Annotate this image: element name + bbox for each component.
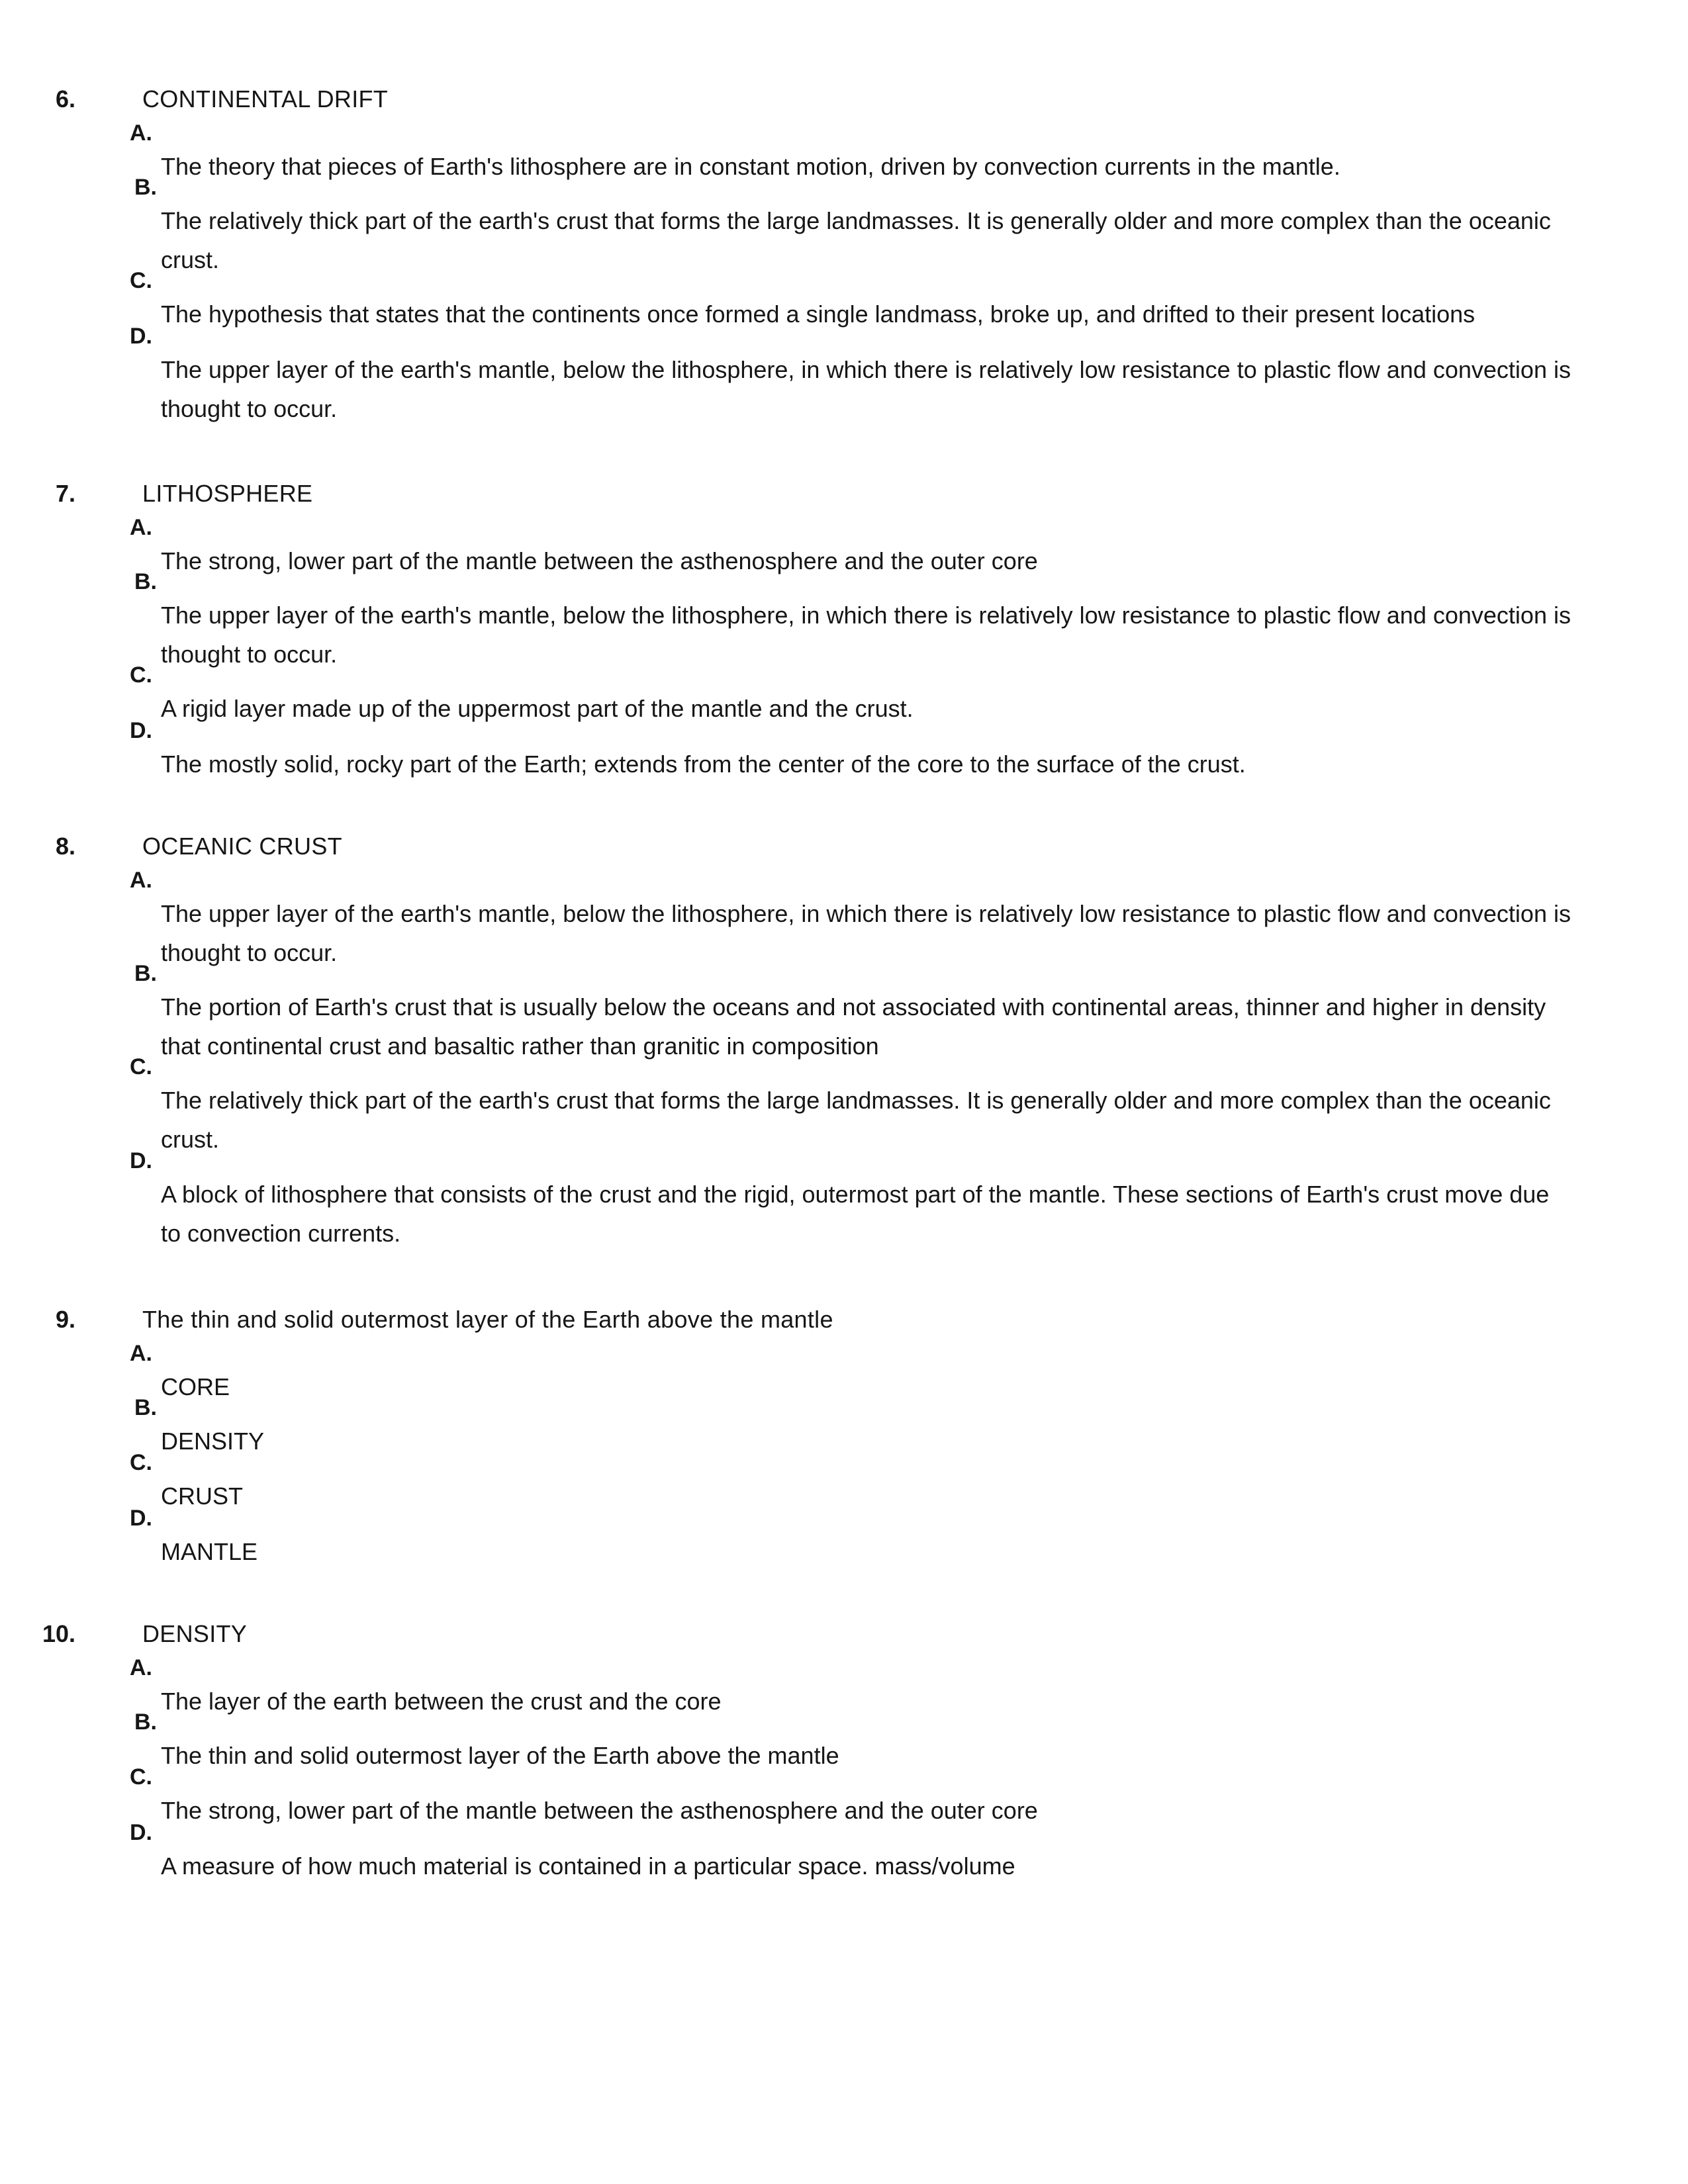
option-text: CRUST <box>161 1482 243 1510</box>
option-text: The hypothesis that states that the continents once formed a single landmass, broke up, and drifted to their present locations <box>161 300 1476 328</box>
question-prompt: The thin and solid outermost layer of the Earth above the mantle <box>142 1306 833 1333</box>
option-text: The upper layer of the earth's mantle, below the lithosphere, in which there is relatively low resistance to plastic flow and convection is thought to occur. <box>161 602 1571 668</box>
question-header <box>0 475 1622 512</box>
option-text: The upper layer of the earth's mantle, below the lithosphere, in which there is relatively low resistance to plastic flow and convection is thought to occur. <box>161 900 1571 966</box>
option-text: The relatively thick part of the earth's crust that forms the large landmasses. It is generally older and more complex than the oceanic crust. <box>161 207 1551 273</box>
question-prompt: CONTINENTAL DRIFT <box>142 85 389 113</box>
option-letter: D. <box>130 718 152 743</box>
option-text: The strong, lower part of the mantle between the asthenosphere and the outer core <box>161 547 1038 574</box>
option-text: The relatively thick part of the earth's crust that forms the large landmasses. It is generally older and more complex than the oceanic crust. <box>161 1087 1551 1153</box>
option-letter: A. <box>130 1655 152 1680</box>
option-text: The layer of the earth between the crust and the core <box>161 1688 722 1715</box>
option-text: The mostly solid, rocky part of the Earth; extends from the center of the core to the surface of the crust. <box>161 751 1246 778</box>
option-letter: A. <box>130 120 152 146</box>
option-letter: A. <box>130 1341 152 1366</box>
option-letter: B. <box>134 175 157 200</box>
question-number: 9. <box>55 1306 75 1333</box>
option-text: The thin and solid outermost layer of the Earth above the mantle <box>161 1742 839 1769</box>
option-letter: B. <box>134 569 157 594</box>
option-letter: A. <box>130 868 152 893</box>
option-letter: C. <box>130 662 152 688</box>
question-header <box>0 1615 1622 1653</box>
option-text: A block of lithosphere that consists of the crust and the rigid, outermost part of the mantle. These sections of Earth's crust move due to convection currents. <box>161 1181 1550 1247</box>
option-letter: C. <box>130 268 152 293</box>
question-number: 6. <box>55 85 75 113</box>
option-text: MANTLE <box>161 1538 258 1565</box>
option-letter: D. <box>130 324 152 349</box>
question-number: 10. <box>42 1620 75 1647</box>
option-text: DENSITY <box>161 1428 265 1455</box>
option-letter: D. <box>130 1506 152 1531</box>
option-letter: B. <box>134 1709 157 1735</box>
option-text: The theory that pieces of Earth's lithosphere are in constant motion, driven by convection currents in the mantle. <box>161 153 1340 180</box>
option-text: A measure of how much material is contained in a particular space. mass/volume <box>161 1852 1015 1880</box>
option-text: The strong, lower part of the mantle between the asthenosphere and the outer core <box>161 1797 1038 1824</box>
question-number: 7. <box>55 480 75 507</box>
option-letter: C. <box>130 1450 152 1475</box>
option-text: The portion of Earth's crust that is usually below the oceans and not associated with continental areas, thinner and higher in density that continental crust and basaltic rather than granitic in composition <box>161 993 1546 1060</box>
option-letter: D. <box>130 1820 152 1845</box>
option-text: CORE <box>161 1373 230 1400</box>
option-text: The upper layer of the earth's mantle, below the lithosphere, in which there is relatively low resistance to plastic flow and convection is thought to occur. <box>161 356 1571 422</box>
option-letter: D. <box>130 1148 152 1173</box>
question-prompt: OCEANIC CRUST <box>142 833 342 860</box>
option-letter: B. <box>134 961 157 986</box>
option-letter: C. <box>130 1054 152 1079</box>
question-prompt: DENSITY <box>142 1620 248 1647</box>
option-text: A rigid layer made up of the uppermost part of the mantle and the crust. <box>161 695 914 722</box>
question-prompt: LITHOSPHERE <box>142 480 313 507</box>
option-letter: B. <box>134 1395 157 1420</box>
question-header <box>0 1301 1622 1338</box>
question-header <box>0 81 1622 118</box>
option-letter: C. <box>130 1764 152 1790</box>
question-header <box>0 828 1622 865</box>
question-number: 8. <box>55 833 75 860</box>
option-letter: A. <box>130 515 152 540</box>
